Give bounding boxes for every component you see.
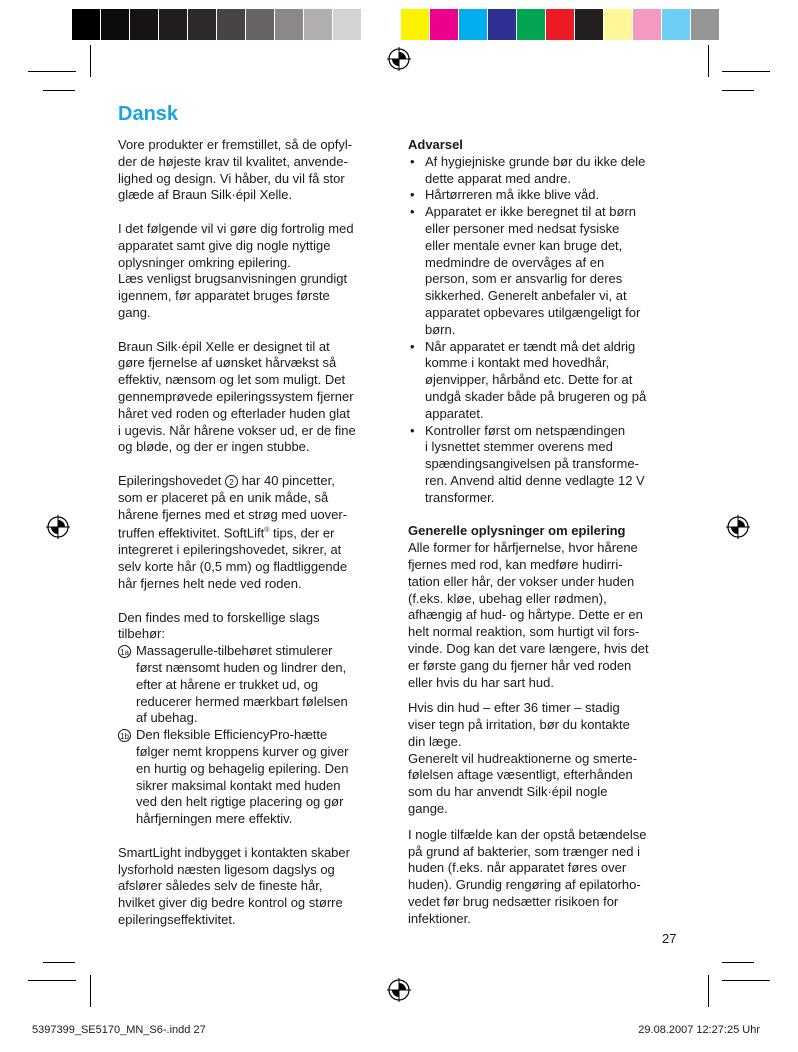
color-swatch (691, 9, 720, 40)
accessory-item (118, 727, 386, 828)
paragraph: Generelt vil hudreaktionerne og smerte- følelsen aftage væsentligt, efterhånden som du har anvendt Silk·épil nogle gange. (408, 750, 638, 817)
crop-mark (708, 975, 709, 1007)
crop-mark (43, 90, 75, 91)
registered-mark: ® (264, 527, 270, 535)
crop-mark (28, 71, 76, 72)
paragraph: Den findes med to forskellige slags tilbehør: (118, 609, 320, 642)
paragraph: Læs venligst brugsanvisningen grundigt igennem, før apparatet bruges første gang. (118, 271, 348, 320)
accessory-text: Massagerulle-tilbehøret stimulerer først nænsomt huden og lindrer den, efter at hårene er trukket ud, og reducerer hermed mærkbart følelsen af ubehag. (136, 643, 348, 726)
paragraph: Hvis din hud – efter 36 timer – stadig viser tegn på irritation, bør du kontakte din læge. (408, 700, 630, 749)
registration-mark-icon (387, 978, 411, 1002)
color-swatch (401, 9, 430, 40)
color-calibration-bar (72, 9, 720, 40)
paragraph: Braun Silk·épil Xelle er designet til at gøre fjernelse af uønsket hårvækst så effektiv, nænsom og let som muligt. Det gennemprøvede epileringssystem fjerner håret ved roden og efterlader huden glat i ugevis. Når hårene vokser ud, er de fine og bløde, og der er ingen stubbe. (118, 338, 356, 455)
list-item: • Hårtørreren må ikke blive våd. (408, 187, 680, 204)
color-swatch (575, 9, 604, 40)
crop-mark (722, 71, 770, 72)
color-swatch (633, 9, 662, 40)
crop-mark (722, 90, 754, 91)
color-swatch (304, 9, 333, 40)
info-heading: Generelle oplysninger om epilering (408, 523, 626, 539)
text-segment: tips, der er integreret i epileringshovedet, sikrer, at selv korte hår (0,5 mm) og fladtliggende hår fjernes helt nede ved roden. (118, 525, 348, 592)
color-swatch (159, 9, 188, 40)
color-swatch (217, 9, 246, 40)
intro-paragraph: Vore produkter er fremstillet, så de opfyl- der de højeste krav til kvalitet, anvende- lighed og design. Vi håber, du vil få stor glæde af Braun Silk·épil Xelle. (118, 137, 353, 203)
right-column (408, 137, 680, 928)
footer-filename: 5397399_SE5170_MN_S6-.indd 27 (32, 1024, 206, 1036)
crop-mark (43, 962, 75, 963)
color-swatch (362, 9, 391, 40)
color-swatch (517, 9, 546, 40)
color-swatch (488, 9, 517, 40)
warning-heading: Advarsel (408, 137, 463, 152)
text-segment: har 40 pincetter, som er placeret på en unik måde, så hårene fjernes med et strøg med uover- truffen effektivitet. SoftLift (118, 472, 348, 541)
paragraph: I det følgende vil vi gøre dig fortrolig med apparatet samt give dig nogle nyttige oplysninger omkring epilering. (118, 220, 354, 270)
crop-mark (90, 45, 91, 77)
crop-mark (708, 45, 709, 77)
warning-list (408, 154, 680, 507)
color-swatch (275, 9, 304, 40)
color-swatch (333, 9, 362, 40)
color-swatch (188, 9, 217, 40)
list-item: • Apparatet er ikke beregnet til at børn eller personer med nedsat fysiske eller mentale evner kan bruge det, medmindre de overvåges af en person, som er ansvarlig for deres sikkerhed. Generelt anbefaler vi, at apparatet opbevares utilgængeligt for børn. (408, 204, 680, 338)
color-swatch (546, 9, 575, 40)
color-swatch (459, 9, 488, 40)
figure-reference: 1a (118, 645, 131, 658)
color-swatch (604, 9, 633, 40)
list-item: • Når apparatet er tændt må det aldrig komme i kontakt med hovedhår, øjenvipper, hårbånd etc. Dette for at undgå skader både på brugeren og på apparatet. (408, 339, 680, 423)
footer-timestamp: 29.08.2007 12:27:25 Uhr (638, 1024, 760, 1036)
color-swatch (130, 9, 159, 40)
text-segment: Epileringshovedet (118, 472, 225, 488)
registration-mark-icon (387, 47, 411, 71)
left-column (118, 137, 386, 929)
crop-mark (90, 975, 91, 1007)
color-swatch (72, 9, 101, 40)
accessory-text: Den fleksible EfficiencyPro-hætte følger nemt kroppens kurver og giver en hurtig og behagelig epilering. Den sikrer maksimal kontakt med huden ved den helt rigtige placering og gør hårfjerningen mere effektiv. (136, 727, 349, 827)
figure-reference: 1b (118, 729, 131, 742)
accessory-item (118, 643, 386, 727)
crop-mark (28, 980, 76, 981)
paragraph: Alle former for hårfjernelse, hvor hårene fjernes med rod, kan medføre hudirri- tation eller hår, der vokser under huden (f.eks. kløe, ubehag eller rødmen), afhængig af hud- og hårtype. Dette er en helt normal reaktion, som hurtigt vil fors- vinde. Dog kan det vare længere, hvis det er første gang du fjerner hår ved roden eller hvis du har sart hud. (408, 540, 649, 690)
registration-mark-icon (46, 515, 70, 539)
color-swatch (430, 9, 459, 40)
swatch-gap (391, 9, 401, 40)
crop-mark (722, 980, 770, 981)
color-swatch (662, 9, 691, 40)
registration-mark-icon (726, 515, 750, 539)
paragraph: SmartLight indbygget i kontakten skaber lysforhold næsten ligesom dagslys og afslører således selv de fineste hår, hvilket giver dig bedre kontrol og større epileringseffektivitet. (118, 844, 350, 927)
color-swatch (246, 9, 275, 40)
crop-mark (722, 962, 754, 963)
page-number: 27 (662, 931, 677, 946)
list-item: • Af hygiejniske grunde bør du ikke dele dette apparat med andre. (408, 154, 680, 188)
figure-reference: 2 (225, 475, 238, 488)
color-swatch (101, 9, 130, 40)
epilation-head-paragraph (118, 473, 386, 593)
list-item: • Kontroller først om netspændingen i lysnettet stemmer overens med spændingsangivelsen på transforme- ren. Anvend altid denne vedlagte 12 V transformer. (408, 423, 680, 507)
paragraph: I nogle tilfælde kan der opstå betændelse på grund af bakterier, som trænger ned i huden (f.eks. når apparatet føres over huden). Grundig rengøring af epilatorho- vedet før brug nedsætter risikoen for infektioner. (408, 826, 647, 926)
page-title: Dansk (118, 103, 179, 125)
